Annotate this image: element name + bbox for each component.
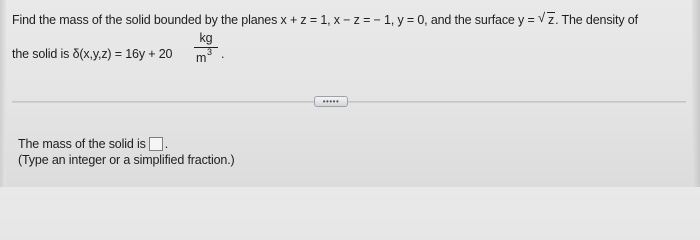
fraction-bar: [194, 47, 218, 48]
unit-exponent: 3: [207, 47, 212, 57]
density-unit-fraction: [192, 30, 220, 65]
question-line-2-end: .: [221, 47, 225, 61]
section-divider: [12, 101, 686, 103]
unit-numerator: kg: [199, 31, 213, 45]
question-line-1: [12, 12, 638, 28]
answer-hint: (Type an integer or a simplified fraction.): [18, 153, 235, 167]
question-line-1-text: Find the mass of the solid bounded by the planes x + z = 1, x − z = − 1, y = 0, and the surface y =: [12, 13, 538, 27]
expand-more-button[interactable]: •••••: [314, 96, 348, 107]
square-root-content: z: [547, 13, 555, 27]
square-root-expression: [538, 12, 555, 28]
answer-prompt: The mass of the solid is: [18, 137, 146, 151]
square-root-symbol: √: [537, 10, 545, 25]
question-line-1-end: . The density of: [555, 13, 638, 27]
right-edge-shadow: [692, 0, 700, 187]
answer-input-box[interactable]: [149, 137, 163, 151]
answer-period: .: [164, 137, 169, 151]
density-expression: the solid is δ(x,y,z) = 16y + 20: [12, 47, 173, 61]
left-edge-shadow: [0, 0, 6, 187]
unit-denominator: m: [196, 51, 207, 65]
unit-denominator-wrap: [192, 49, 220, 65]
question-line-2: [12, 46, 172, 62]
answer-line: [18, 136, 168, 152]
